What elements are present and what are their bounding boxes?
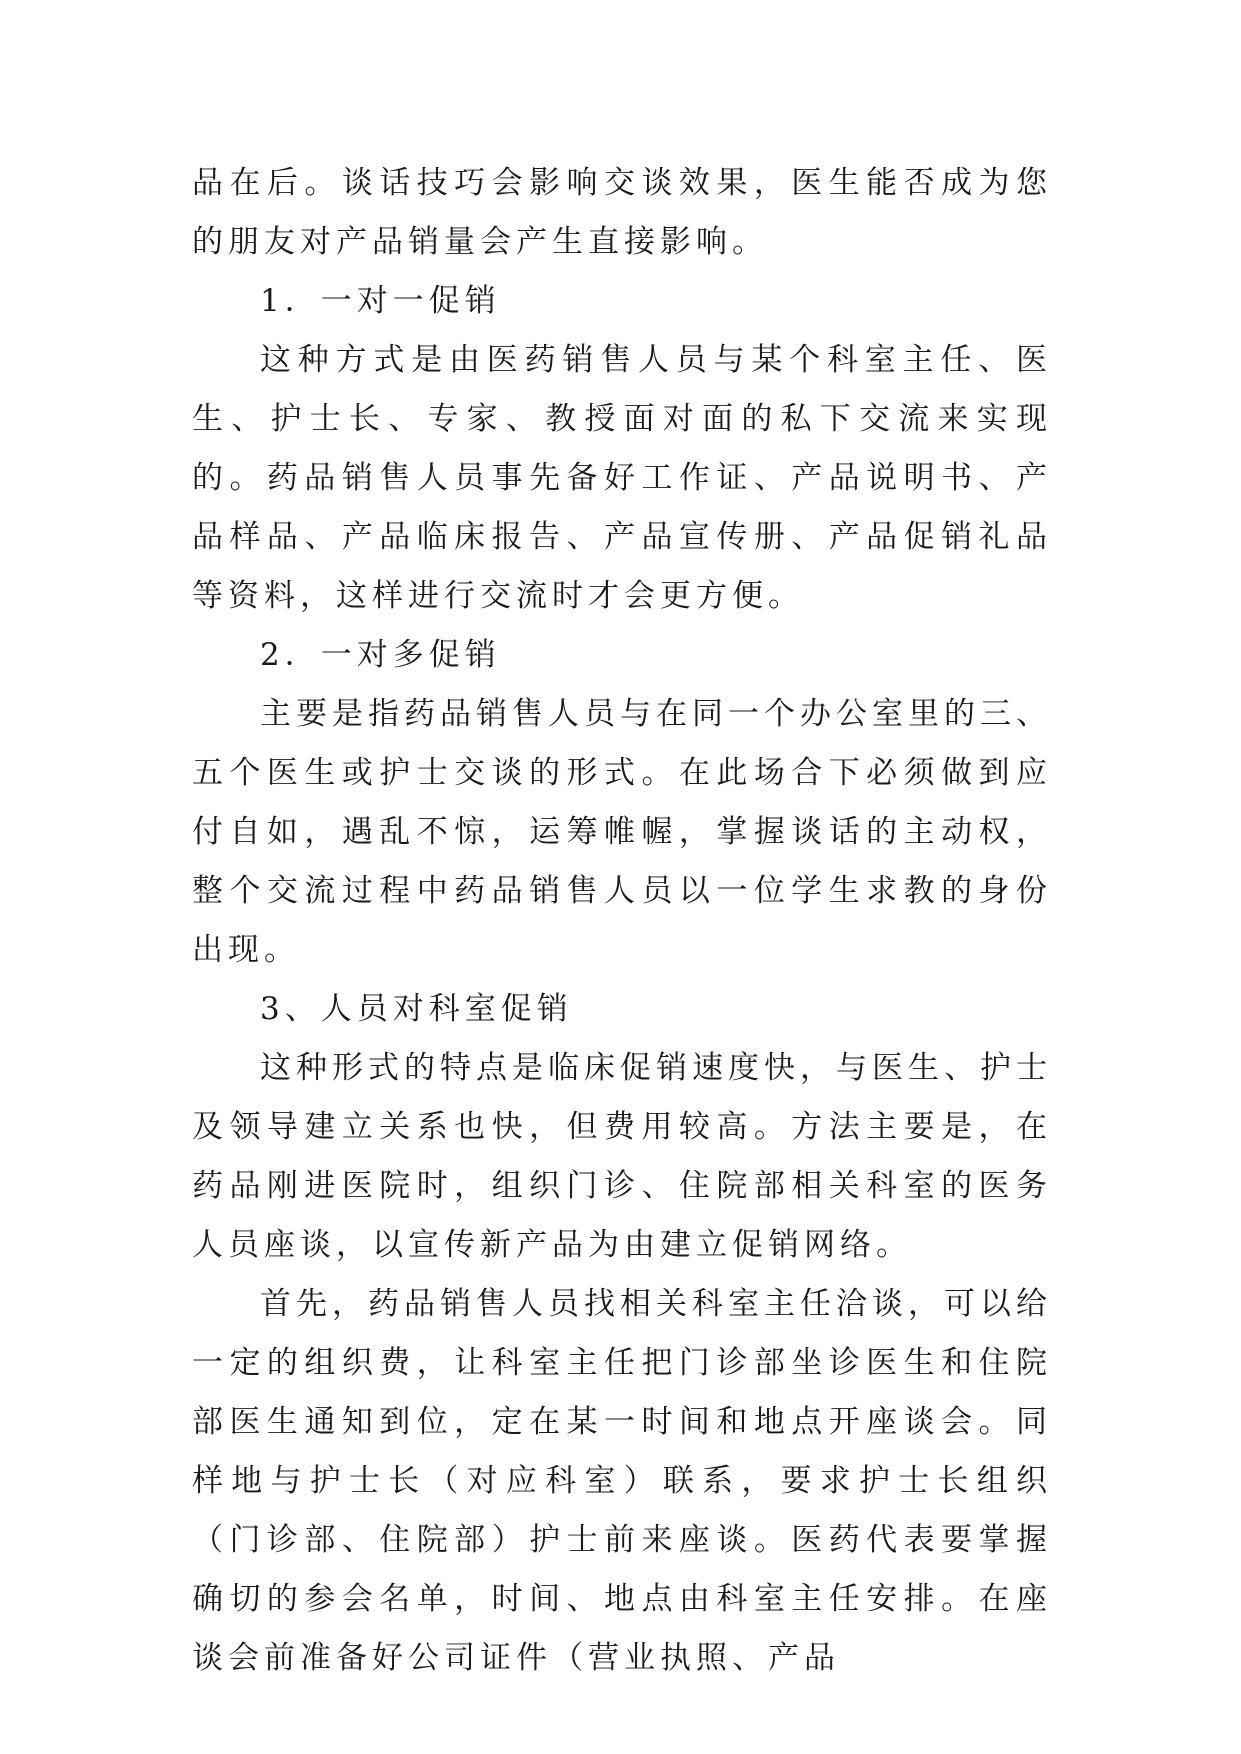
paragraph: 主要是指药品销售人员与在同一个办公室里的三、五个医生或护士交谈的形式。在此场合下必须做到应付自如，遇乱不惊，运筹帷幄，掌握谈话的主动权，整个交流过程中药品销售人员以一位学生求教的身份出现。 xyxy=(192,696,1052,968)
paragraph: 这种形式的特点是临床促销速度快，与医生、护士及领导建立关系也快，但费用较高。方法主要是，在药品刚进医院时，组织门诊、住院部相关科室的医务人员座谈，以宣传新产品为由建立促销网络。 xyxy=(192,1050,1052,1263)
paragraph: 这种方式是由医药销售人员与某个科室主任、医生、护士长、专家、教授面对面的私下交流来实现的。药品销售人员事先备好工作证、产品说明书、产品样品、产品临床报告、产品宣传册、产品促销礼品等资料，这样进行交流时才会更方便。 xyxy=(192,342,1052,614)
section-heading-2: 2．一对多促销 xyxy=(260,637,501,673)
section-heading-3: 3、人员对科室促销 xyxy=(260,991,573,1027)
paragraph: 首先，药品销售人员找相关科室主任洽谈，可以给一定的组织费，让科室主任把门诊部坐诊医生和住院部医生通知到位，定在某一时间和地点开座谈会。同样地与护士长（对应科室）联系，要求护士长组织（门诊部、住院部）护士前来座谈。医药代表要掌握确切的参会名单，时间、地点由科室主任安排。在座谈会前准备好公司证件（营业执照、产品 xyxy=(192,1286,1052,1676)
paragraph: 品在后。谈话技巧会影响交谈效果，医生能否成为您的朋友对产品销量会产生直接影响。 xyxy=(192,165,1052,260)
body-text xyxy=(192,154,1052,1688)
section-heading-1: 1．一对一促销 xyxy=(260,283,501,319)
